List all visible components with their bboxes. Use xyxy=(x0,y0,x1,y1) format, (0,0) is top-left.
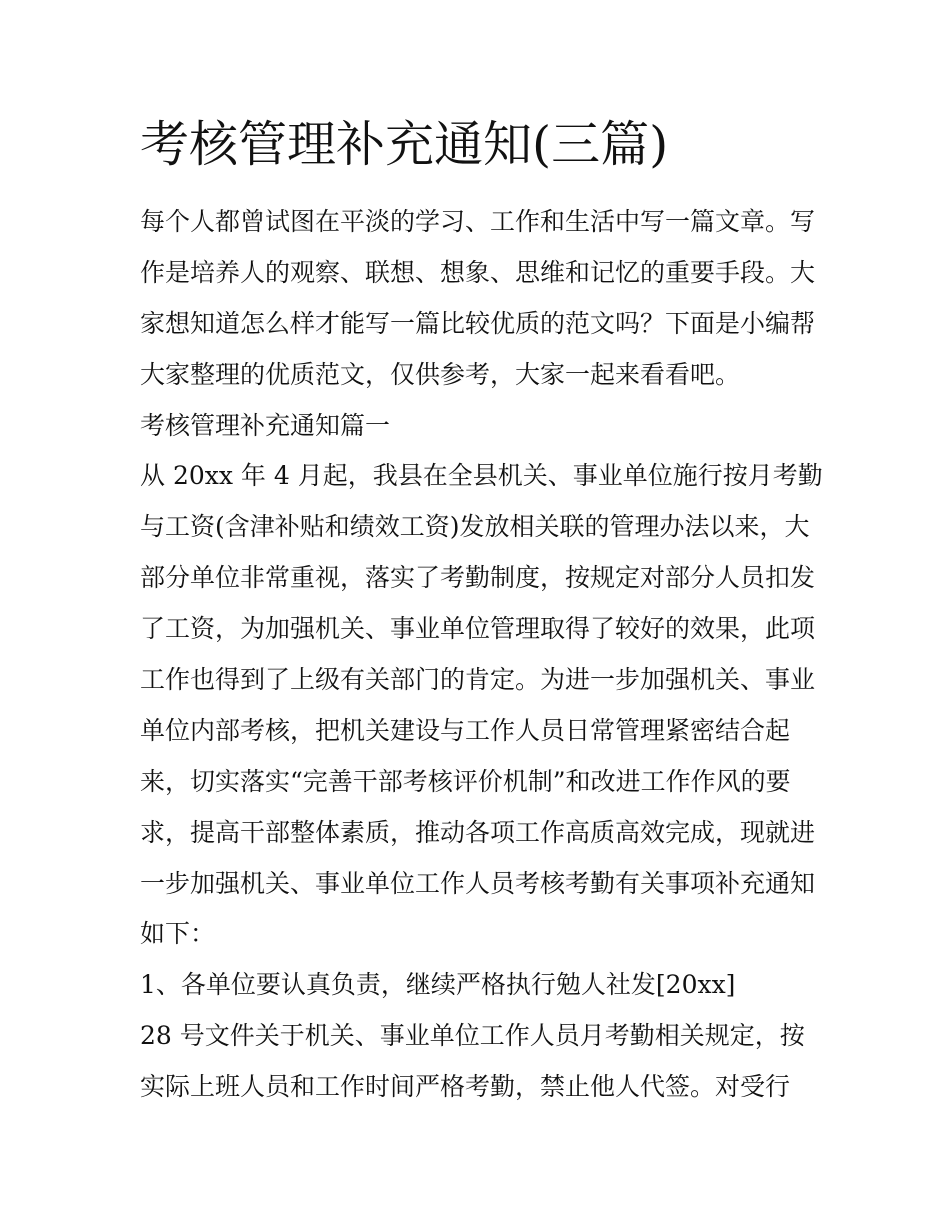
section-heading: 考核管理补充通知篇一 xyxy=(140,410,391,440)
body-line: 如下： xyxy=(140,919,216,949)
body-line: 了工资，为加强机关、事业单位管理取得了较好的效果，此项 xyxy=(140,614,816,644)
body-line: 一步加强机关、事业单位工作人员考核考勤有关事项补充通知 xyxy=(140,868,816,898)
intro-line: 每个人都曾试图在平淡的学习、工作和生活中写一篇文章。写 xyxy=(140,207,816,236)
list-item-line: 实际上班人员和工作时间严格考勤，禁止他人代签。对受行 xyxy=(140,1072,791,1102)
intro-line: 家想知道怎么样才能写一篇比较优质的范文吗？下面是小编帮 xyxy=(140,308,816,338)
intro-line: 大家整理的优质范文，仅供参考，大家一起来看看吧。 xyxy=(140,359,741,389)
document-body xyxy=(140,197,823,1113)
body-line: 工作也得到了上级有关部门的肯定。为进一步加强机关、事业 xyxy=(140,665,816,695)
list-item-line: 1、各单位要认真负责，继续严格执行勉人社发[20xx] xyxy=(140,970,736,1000)
list-item-line: 28 号文件关于机关、事业单位工作人员月考勤相关规定，按 xyxy=(140,1021,805,1051)
body-line: 从 20xx 年 4 月起，我县在全县机关、事业单位施行按月考勤 xyxy=(140,461,823,491)
body-line: 与工资(含津补贴和绩效工资)发放相关联的管理办法以来，大 xyxy=(140,512,810,542)
body-line: 求，提高干部整体素质，推动各项工作高质高效完成，现就进 xyxy=(140,817,816,847)
body-line: 单位内部考核，把机关建设与工作人员日常管理紧密结合起 xyxy=(140,715,791,745)
document-title: 考核管理补充通知(三篇) xyxy=(140,116,669,173)
body-line: 部分单位非常重视，落实了考勤制度，按规定对部分人员扣发 xyxy=(140,563,816,593)
intro-line: 作是培养人的观察、联想、想象、思维和记忆的重要手段。大 xyxy=(140,257,816,287)
body-line: 来，切实落实“完善干部考核评价机制”和改进工作作风的要 xyxy=(140,766,791,796)
